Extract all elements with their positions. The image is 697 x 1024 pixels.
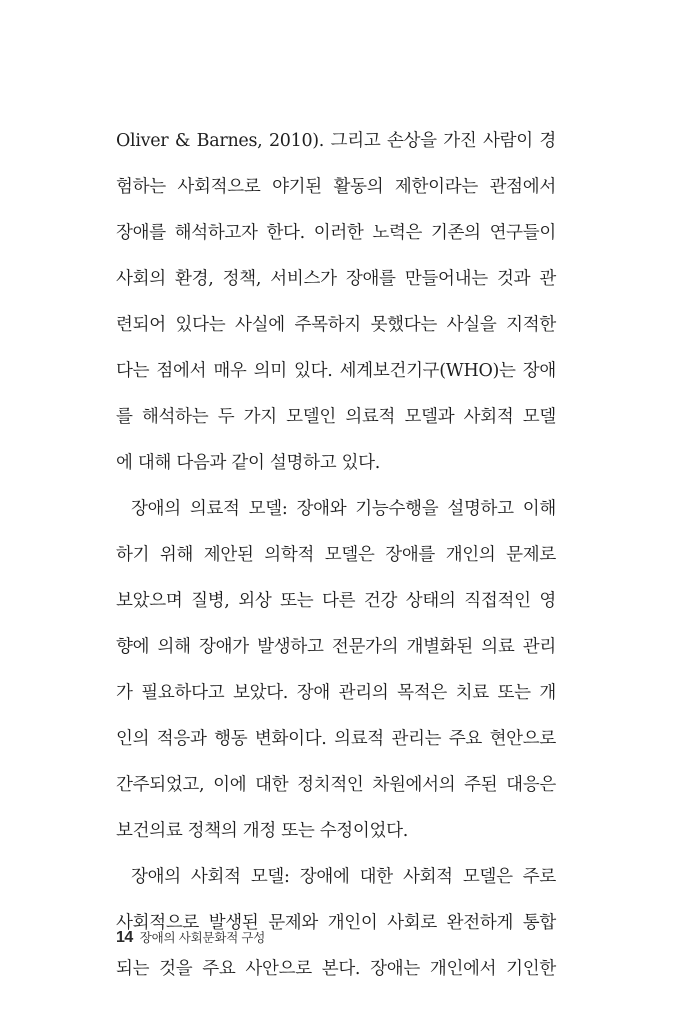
page-number: 14 — [116, 929, 133, 946]
body-text — [116, 118, 556, 992]
text-line: 향에 의해 장애가 발생하고 전문가의 개별화된 의료 관리 — [116, 637, 556, 657]
page-footer — [116, 928, 265, 950]
text-line: 사회적으로 발생된 문제와 개인이 사회로 완전하게 통합 — [116, 913, 556, 933]
paragraph-start-line: 장애의 사회적 모델: 장애에 대한 사회적 모델은 주로 — [131, 867, 556, 887]
text-line: 험하는 사회적으로 야기된 활동의 제한이라는 관점에서 — [116, 177, 556, 197]
text-line: 가 필요하다고 보았다. 장애 관리의 목적은 치료 또는 개 — [116, 683, 556, 703]
text-line: 보건의료 정책의 개정 또는 수정이었다. — [116, 821, 408, 841]
text-line: 사회의 환경, 정책, 서비스가 장애를 만들어내는 것과 관 — [116, 269, 556, 289]
text-line: 련되어 있다는 사실에 주목하지 못했다는 사실을 지적한 — [116, 315, 556, 335]
text-line: Oliver & Barnes, 2010). 그리고 손상을 가진 사람이 경 — [116, 131, 556, 151]
text-line: 간주되었고, 이에 대한 정치적인 차원에서의 주된 대응은 — [116, 775, 556, 795]
text-line: 하기 위해 제안된 의학적 모델은 장애를 개인의 문제로 — [116, 545, 556, 565]
text-line: 되는 것을 주요 사안으로 본다. 장애는 개인에서 기인한 — [116, 959, 556, 979]
text-line: 에 대해 다음과 같이 설명하고 있다. — [116, 453, 381, 473]
text-line: 를 해석하는 두 가지 모델인 의료적 모델과 사회적 모델 — [116, 407, 556, 427]
paragraph-start-line: 장애의 의료적 모델: 장애와 기능수행을 설명하고 이해 — [131, 499, 556, 519]
running-title: 장애의 사회문화적 구성 — [139, 931, 266, 945]
text-line: 장애를 해석하고자 한다. 이러한 노력은 기존의 연구들이 — [116, 223, 556, 243]
text-line: 인의 적응과 행동 변화이다. 의료적 관리는 주요 현안으로 — [116, 729, 556, 749]
text-line: 보았으며 질병, 외상 또는 다른 건강 상태의 직접적인 영 — [116, 591, 556, 611]
text-line: 다는 점에서 매우 의미 있다. 세계보건기구(WHO)는 장애 — [116, 361, 556, 381]
